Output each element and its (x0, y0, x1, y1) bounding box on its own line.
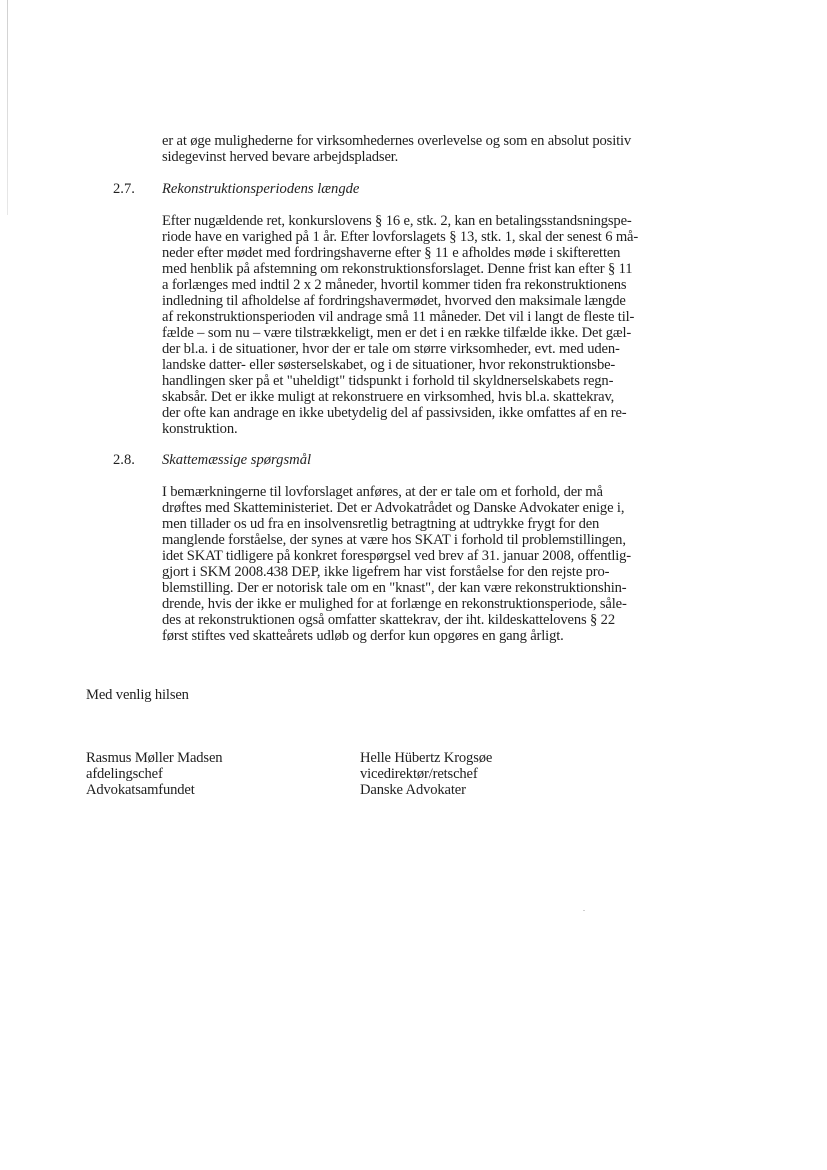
body-line: I bemærkningerne til lovforslaget anføres, at der er tale om et forhold, der må (162, 484, 603, 500)
signatory-organization: Advokatsamfundet (86, 782, 195, 798)
body-line: der ofte kan andrage en ikke ubetydelig del af passivsiden, ikke omfattes af en re- (162, 405, 627, 421)
scan-edge-line (7, 0, 8, 215)
body-line: af rekonstruktionsperioden vil andrage små 11 måneder. Det vil i langt de fleste til- (162, 309, 635, 325)
body-line: skabsår. Det er ikke muligt at rekonstruere en virksomhed, hvis bl.a. skattekrav, (162, 389, 615, 405)
signatory-title: afdelingschef (86, 766, 163, 782)
body-line: Efter nugældende ret, konkurslovens § 16 e, stk. 2, kan en betalingsstandsningspe- (162, 213, 632, 229)
signatory-title: vicedirektør/retschef (360, 766, 478, 782)
closing-salutation: Med venlig hilsen (86, 687, 189, 703)
section-number: 2.8. (113, 452, 135, 468)
section-title: Skattemæssige spørgsmål (162, 452, 312, 468)
body-line: fælde – som nu – være tilstrækkeligt, men er det i en række tilfælde ikke. Det gæl- (162, 325, 632, 341)
body-line: manglende forståelse, der synes at være hos SKAT i forhold til problemstillingen, (162, 532, 626, 548)
body-line: drende, hvis der ikke er mulighed for at forlænge en rekonstruktionsperiode, såle- (162, 596, 627, 612)
body-line: der bl.a. i de situationer, hvor der er tale om større virksomheder, evt. med uden- (162, 341, 620, 357)
body-line: men tillader os ud fra en insolvensretlig betragtning at udtrykke frygt for den (162, 516, 600, 532)
signatory-organization: Danske Advokater (360, 782, 466, 798)
section-number: 2.7. (113, 181, 135, 197)
body-line: idet SKAT tidligere på konkret forespørgsel ved brev af 31. januar 2008, offentlig- (162, 548, 632, 564)
signatory-name: Rasmus Møller Madsen (86, 750, 223, 766)
body-line: landske datter- eller søsterselskabet, og i de situationer, hvor rekonstruktionsbe- (162, 357, 616, 373)
body-line: først stiftes ved skatteårets udløb og derfor kun opgøres en gang årligt. (162, 628, 564, 644)
scan-speck (583, 910, 585, 911)
body-line: gjort i SKM 2008.438 DEP, ikke ligefrem har vist forståelse for den rejste pro- (162, 564, 610, 580)
body-line: drøftes med Skatteministeriet. Det er Advokatrådet og Danske Advokater enige i, (162, 500, 625, 516)
intro-line: sidegevinst herved bevare arbejdspladser. (162, 149, 399, 165)
body-line: neder efter mødet med fordringshaverne efter § 11 e afholdes møde i skifteretten (162, 245, 621, 261)
signatory-name: Helle Hübertz Krogsøe (360, 750, 493, 766)
body-line: indledning til afholdelse af fordringshavermødet, hvorved den maksimale længde (162, 293, 626, 309)
body-line: handlingen sker på et "uheldigt" tidspunkt i forhold til skyldnerselskabets regn- (162, 373, 614, 389)
body-line: des at rekonstruktionen også omfatter skattekrav, der iht. kildeskattelovens § 22 (162, 612, 615, 628)
body-line: a forlænges med indtil 2 x 2 måneder, hvortil kommer tiden fra rekonstruktionens (162, 277, 627, 293)
section-title: Rekonstruktionsperiodens længde (162, 181, 360, 197)
intro-line: er at øge mulighederne for virksomhedernes overlevelse og som en absolut positiv (162, 133, 632, 149)
body-line: med henblik på afstemning om rekonstruktionsforslaget. Denne frist kan efter § 11 (162, 261, 633, 277)
body-line: blemstilling. Der er notorisk tale om en "knast", der kan være rekonstruktionshin- (162, 580, 627, 596)
body-line: konstruktion. (162, 421, 238, 437)
body-line: riode have en varighed på 1 år. Efter lovforslagets § 13, stk. 1, skal der senest 6 må- (162, 229, 639, 245)
